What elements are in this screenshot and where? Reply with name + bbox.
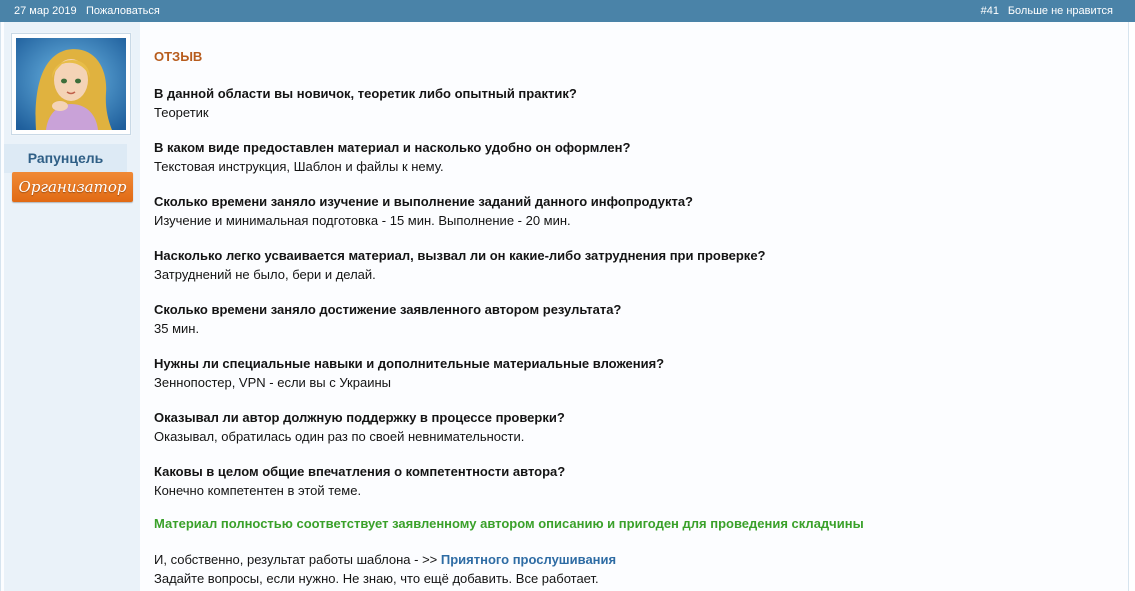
result-link[interactable]: Приятного прослушивания — [440, 552, 617, 567]
review-question: В данной области вы новичок, теоретик либо опытный практик? — [154, 86, 577, 101]
review-answer: 35 мин. — [154, 321, 200, 336]
review-question: Нужны ли специальные навыки и дополнительные материальные вложения? — [154, 356, 665, 371]
review-answer: Оказывал, обратилась один раз по своей невнимательности. — [154, 429, 525, 444]
role-badge: Организатор — [12, 172, 133, 202]
review-question: Насколько легко усваивается материал, вызвал ли он какие-либо затруднения при проверке? — [154, 248, 766, 263]
post-number[interactable]: #41 — [980, 5, 999, 17]
username[interactable]: Рапунцель — [27, 150, 104, 166]
result-prefix: И, собственно, результат работы шаблона - >> — [154, 552, 441, 567]
review-item — [154, 246, 1114, 284]
closing-text: Задайте вопросы, если нужно. Не знаю, что ещё добавить. Все работает. — [154, 571, 599, 586]
report-link[interactable]: Пожаловаться — [86, 5, 160, 17]
review-item — [154, 138, 1114, 176]
avatar[interactable] — [11, 33, 131, 135]
post-header-bar — [0, 0, 1135, 22]
review-item — [154, 354, 1114, 392]
review-answer: Конечно компетентен в этой теме. — [154, 483, 362, 498]
review-answer: Текстовая инструкция, Шаблон и файлы к нему. — [154, 159, 444, 174]
review-question: Сколько времени заняло достижение заявленного автором результата? — [154, 302, 622, 317]
review-question: Сколько времени заняло изучение и выполнение заданий данного инфопродукта? — [154, 194, 693, 209]
review-item — [154, 462, 1114, 500]
review-item — [154, 192, 1114, 230]
review-heading: ОТЗЫВ — [154, 49, 203, 64]
unlike-link[interactable]: Больше не нравится — [1007, 5, 1113, 17]
review-item — [154, 84, 1114, 122]
review-answer: Изучение и минимальная подготовка - 15 мин. Выполнение - 20 мин. — [154, 213, 571, 228]
review-answer: Зеннопостер, VPN - если вы с Украины — [154, 375, 391, 390]
review-answer: Теоретик — [154, 105, 209, 120]
review-conclusion: Материал полностью соответствует заявленному автором описанию и пригоден для проведения складчины — [154, 516, 864, 531]
review-question: В каком виде предоставлен материал и насколько удобно он оформлен? — [154, 140, 631, 155]
avatar-image — [16, 38, 126, 130]
review-answer: Затруднений не было, бери и делай. — [154, 267, 376, 282]
post-date: 27 мар 2019 — [14, 5, 77, 17]
review-item — [154, 300, 1114, 338]
review-question: Оказывал ли автор должную поддержку в процессе проверки? — [154, 410, 565, 425]
review-question: Каковы в целом общие впечатления о компетентности автора? — [154, 464, 566, 479]
review-item — [154, 408, 1114, 446]
result-line — [154, 552, 616, 567]
